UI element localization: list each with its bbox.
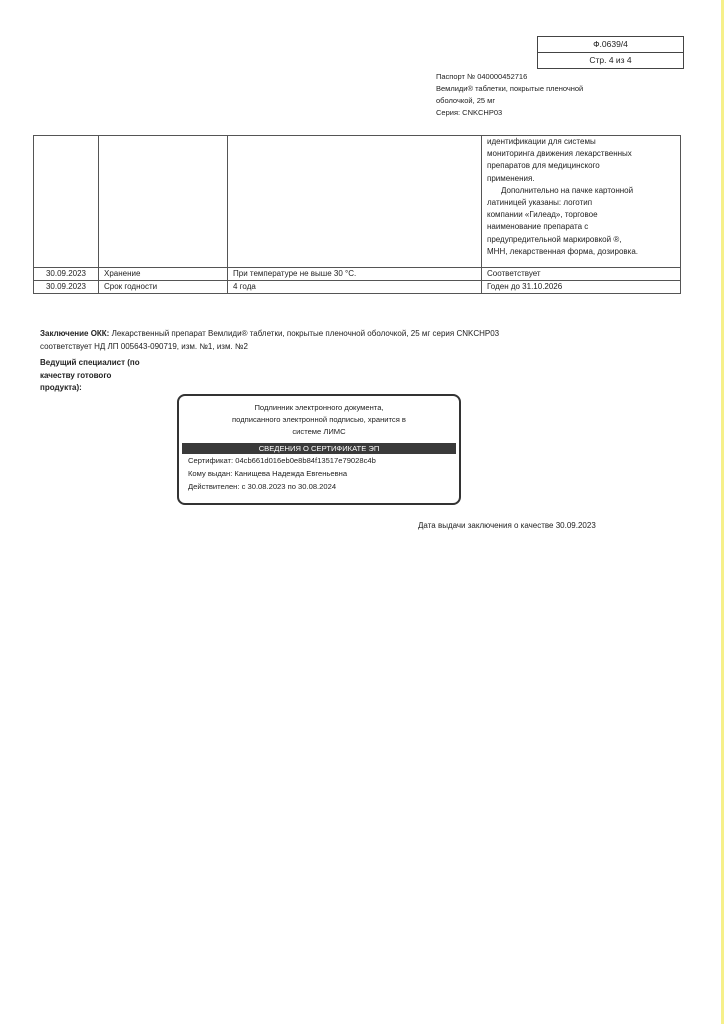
issue-date: Дата выдачи заключения о качестве 30.09.2023	[418, 521, 596, 530]
passport-number: Паспорт № 040000452716	[436, 72, 528, 81]
product-name: Вемлиди® таблетки, покрытые пленочной	[436, 84, 584, 93]
certificate-id: Сертификат: 04cb661d016eb0e8b84f13517e79028c4b	[188, 456, 376, 465]
table-row	[34, 268, 681, 281]
certificate-owner: Кому выдан: Канищева Надежда Евгеньевна	[188, 469, 348, 478]
row-requirement: При температуре не выше 30 °С.	[228, 268, 482, 281]
row-date: 30.09.2023	[34, 268, 99, 281]
form-code: Ф.0639/4	[593, 39, 628, 49]
form-code-box	[537, 36, 684, 69]
electronic-signature-stamp: Подлинник электронного документа, подписанного электронной подписью, хранится в системе ЛИМС СВЕДЕНИЯ О СЕРТИФИКАТЕ ЭП Сертификат: 04cb661d016eb0e8b84f13517e79028c4b Кому выдан: Канищева Надежда Евгеньевна Действителен: с 30.08.2023 по 30.08.2024	[177, 394, 461, 505]
row-result: Годен до 31.10.2026	[482, 281, 681, 294]
test-results-table	[33, 135, 681, 294]
passport-header	[436, 71, 636, 119]
conclusion-label: Заключение ОКК:	[40, 329, 110, 338]
row-parameter: Срок годности	[99, 281, 228, 294]
row-date: 30.09.2023	[34, 281, 99, 294]
table-row	[34, 136, 681, 268]
table-row	[34, 281, 681, 294]
row-requirement: 4 года	[228, 281, 482, 294]
result-cell: идентификации для системы мониторинга движения лекарственных препаратов для медицинского применения. Дополнительно на пачке картонной латиницей указаны: логотип компании «Гилеад», торговое наименование препарата с предупредительной маркировкой ®, МНН, лекарственная форма, дозировка.	[482, 136, 681, 268]
conclusion-text: Лекарственный препарат Вемлиди® таблетки, покрытые пленочной оболочкой, 25 мг серия CNKCHP03	[109, 329, 500, 338]
conclusion-text-cont: соответствует НД ЛП 005643-090719, изм. №1, изм. №2	[40, 341, 248, 351]
row-parameter: Хранение	[99, 268, 228, 281]
qc-conclusion	[40, 328, 600, 353]
page-number: Стр. 4 из 4	[538, 52, 683, 68]
certificate-validity: Действителен: с 30.08.2023 по 30.08.2024	[188, 482, 337, 491]
product-name-cont: оболочкой, 25 мг	[436, 96, 496, 105]
certificate-info-header: СВЕДЕНИЯ О СЕРТИФИКАТЕ ЭП	[182, 443, 456, 454]
batch-number: Серия: CNKCHP03	[436, 108, 503, 117]
lead-specialist-label: Ведущий специалист (по качеству готового продукта):	[40, 358, 140, 392]
row-result: Соответствует	[482, 268, 681, 281]
